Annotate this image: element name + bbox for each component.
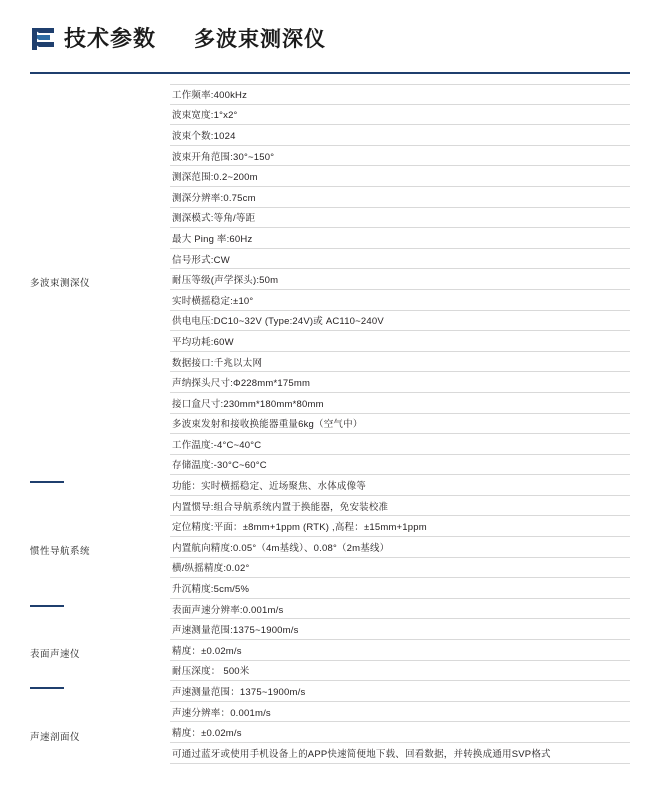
spec-text: 最大 Ping 率:60Hz	[172, 233, 253, 245]
group-label-inertial: 惯性导航系统	[30, 546, 91, 558]
spec-text: 存储温度:-30°C~60°C	[172, 460, 267, 472]
group-label-surface-sound-velocity: 表面声速仪	[30, 649, 81, 661]
spec-text: 可通过蓝牙或使用手机设备上的APP快速简便地下载、回看数据，并转换成通用SVP格式	[172, 748, 551, 760]
table-row	[170, 640, 630, 661]
table-row	[170, 290, 630, 311]
table-row	[170, 599, 630, 620]
spec-text: 功能：实时横摇稳定、近场聚焦、水体成像等	[172, 481, 367, 493]
table-row	[170, 558, 630, 579]
table-row	[170, 393, 630, 414]
table-row	[170, 475, 630, 496]
group-label-multibeam: 多波束测深仪	[30, 278, 91, 290]
table-row	[170, 146, 630, 167]
page-title: 技术参数	[64, 26, 157, 51]
table-row	[170, 84, 630, 105]
spec-text: 横/纵摇精度:0.02°	[172, 563, 250, 575]
table-row	[170, 496, 630, 517]
table-row	[170, 208, 630, 229]
spec-text: 数据接口:千兆以太网	[172, 357, 263, 369]
spec-text: 多波束发射和接收换能器重量6kg（空气中）	[172, 419, 363, 431]
table-row	[170, 434, 630, 455]
table-row	[170, 537, 630, 558]
spec-text: 声速测量范围:1375~1900m/s	[172, 625, 299, 637]
spec-text: 声速分辨率：0.001m/s	[172, 707, 271, 719]
spec-text: 波束宽度:1°x2°	[172, 110, 238, 122]
spec-text: 定位精度:平面：±8mm+1ppm (RTK) ,高程：±15mm+1ppm	[172, 522, 427, 534]
spec-text: 供电电压:DC10~32V (Type:24V)或 AC110~240V	[172, 316, 384, 328]
table-row	[170, 619, 630, 640]
table-row	[170, 352, 630, 373]
spec-text: 测深范围:0.2~200m	[172, 172, 258, 184]
group-label-column	[30, 84, 170, 764]
table-row	[170, 166, 630, 187]
spec-text: 平均功耗:60W	[172, 336, 234, 348]
spec-text: 内置航向精度:0.05°（4m基线）、0.08°（2m基线）	[172, 542, 390, 554]
table-row	[170, 249, 630, 270]
group-label-sound-velocity-profiler: 声速剖面仪	[30, 731, 81, 743]
spec-table	[0, 74, 660, 764]
group-bar-surface-sound-velocity	[30, 605, 64, 607]
table-row	[170, 372, 630, 393]
spec-text: 接口盒尺寸:230mm*180mm*80mm	[172, 398, 324, 410]
spec-rows	[170, 84, 630, 764]
table-row	[170, 743, 630, 764]
table-row	[170, 414, 630, 435]
table-row	[170, 516, 630, 537]
spec-text: 工作温度:-4°C~40°C	[172, 439, 262, 451]
table-row	[170, 578, 630, 599]
table-row	[170, 661, 630, 682]
group-bar-sound-velocity-profiler	[30, 687, 64, 689]
spec-text: 耐压深度： 500米	[172, 666, 250, 678]
spec-text: 升沉精度:5cm/5%	[172, 584, 250, 596]
spec-text: 实时横摇稳定:±10°	[172, 295, 254, 307]
spec-text: 信号形式:CW	[172, 254, 230, 266]
spec-text: 表面声速分辨率:0.001m/s	[172, 604, 284, 616]
group-bar-inertial	[30, 481, 64, 483]
spec-text: 波束个数:1024	[172, 130, 236, 142]
spec-text: 声速测量范围：1375~1900m/s	[172, 687, 306, 699]
table-row	[170, 681, 630, 702]
table-row	[170, 187, 630, 208]
spec-text: 精度：±0.02m/s	[172, 645, 242, 657]
table-row	[170, 125, 630, 146]
page-header	[0, 0, 660, 64]
table-row	[170, 269, 630, 290]
table-row	[170, 105, 630, 126]
table-row	[170, 228, 630, 249]
spec-text: 耐压等级(声学探头):50m	[172, 275, 279, 287]
page-subtitle: 多波束测深仪	[194, 27, 327, 51]
table-row	[170, 455, 630, 476]
table-row	[170, 311, 630, 332]
table-row	[170, 331, 630, 352]
spec-text: 测深分辨率:0.75cm	[172, 192, 256, 204]
spec-text: 测深模式:等角/等距	[172, 213, 256, 225]
spec-text: 波束开角范围:30°~150°	[172, 151, 275, 163]
table-row	[170, 702, 630, 723]
spec-text: 工作频率:400kHz	[172, 90, 248, 102]
table-row	[170, 722, 630, 743]
layered-bars-logo-icon	[30, 24, 56, 54]
spec-text: 声纳探头尺寸:Φ228mm*175mm	[172, 378, 311, 390]
spec-text: 内置惯导:组合导航系统内置于换能器，免安装校准	[172, 501, 389, 513]
spec-text: 精度：±0.02m/s	[172, 728, 242, 740]
